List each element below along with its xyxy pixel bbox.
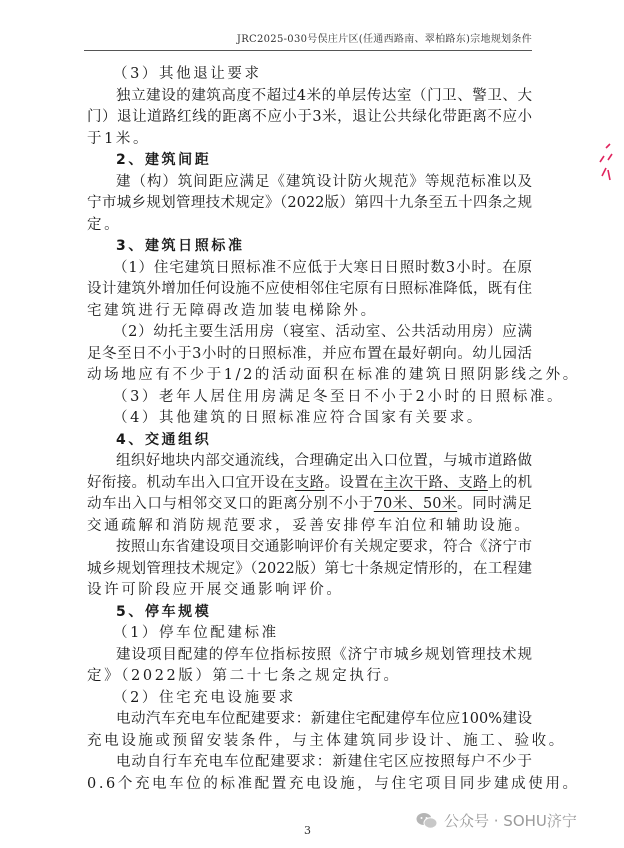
text-line: 建（构）筑间距应满足《建筑设计防火规范》等规范标准以及 xyxy=(116,173,532,190)
text-line: 足冬至日不小于3小时的日照标准，并应布置在最好朝向。幼儿园活 xyxy=(87,345,532,362)
seal-fragment xyxy=(596,140,616,190)
text-line: （4）其他建筑的日照标准应符合国家有关要求。 xyxy=(113,410,484,426)
text-line: 城乡规划管理技术规定》（2022版）第七十条规定情形的，在工程建 xyxy=(87,560,532,577)
text-segment: 。同时满足 xyxy=(457,496,532,512)
page-number: 3 xyxy=(304,824,311,837)
text-line: （3）老年人居住用房满足冬至日不小于2小时的日照标准。 xyxy=(113,388,565,405)
watermark xyxy=(416,810,577,831)
section-heading: 2、建筑间距 xyxy=(116,152,212,168)
text-segment: 好衔接。机动车出入口宜开设在 xyxy=(87,474,295,491)
header-divider xyxy=(84,50,532,51)
text-line: 动场地应有不少于1/2的活动面积在标准的建筑日照阴影线之外。 xyxy=(87,367,580,383)
text-segment: 上的机 xyxy=(487,474,532,491)
text-line: （2）住宅充电设施要求 xyxy=(113,689,296,706)
text-line: （1）停车位配建标准 xyxy=(113,625,279,641)
text-line: 定》（2022版）第二十七条之规定执行。 xyxy=(87,668,401,684)
text-segment: 动车出入口与相邻交叉口的距离分别不小于 xyxy=(87,496,374,512)
text-line: （2）幼托主要生活用房（寝室、活动室、公共活动用房）应满 xyxy=(113,324,532,340)
underlined-text: 70米、50米 xyxy=(373,496,458,512)
underlined-text: 支路 xyxy=(294,474,325,491)
text-line xyxy=(87,473,532,495)
text-line: 门）退让道路红线的距离不应小于3米，退让公共绿化带距离不应小 xyxy=(87,109,532,125)
text-line: 于1米。 xyxy=(87,130,151,147)
text-line: 设计建筑外增加任何设施不应使相邻住宅原有日照标准降低，既有住 xyxy=(87,281,532,297)
section-heading: 5、停车规模 xyxy=(116,603,212,620)
wechat-icon xyxy=(416,812,438,830)
text-line: 定。 xyxy=(87,216,122,233)
text-line: 电动自行车充电车位配建要求：新建住宅区应按照每户不少于 xyxy=(116,754,532,770)
text-line: 电动汽车充电车位配建要求：新建住宅配建停车位应100%建设 xyxy=(116,711,532,727)
watermark-text: 公众号 · SOHU济宁 xyxy=(444,812,577,830)
document-body xyxy=(87,64,580,795)
text-line: 宁市城乡规划管理技术规定》（2022版）第四十九条至五十四条之规 xyxy=(87,195,532,211)
text-line xyxy=(87,494,532,516)
text-line: 独立建设的建筑高度不超过4米的单层传达室（门卫、警卫、大 xyxy=(116,87,532,104)
page-header: JRC2025-030号俣庄片区(任通西路南、翠柏路东)宗地规划条件 xyxy=(236,34,532,45)
text-line: 建设项目配建的停车位指标按照《济宁市城乡规划管理技术规 xyxy=(116,646,532,663)
text-line: 交通疏解和消防规范要求，妥善安排停车泊位和辅助设施。 xyxy=(87,517,532,534)
text-line: 设许可阶段应开展交通影响评价。 xyxy=(87,582,344,598)
section-heading: 4、交通组织 xyxy=(116,431,212,448)
text-line: 0.6个充电车位的标准配置充电设施，与住宅项目同步建成使用。 xyxy=(87,775,580,792)
text-line: 组织好地块内部交通流线，合理确定出入口位置，与城市道路做 xyxy=(116,453,532,469)
text-segment: 。设置在 xyxy=(324,474,384,491)
text-line: （3）其他退让要求 xyxy=(113,66,262,82)
text-line: 充电设施或预留安装条件，与主体建筑同步设计、施工、验收。 xyxy=(87,732,566,749)
text-line: 宅建筑进行无障碍改造加装电梯除外。 xyxy=(87,302,378,319)
text-line: 按照山东省建设项目交通影响评价有关规定要求，符合《济宁市 xyxy=(116,539,532,555)
section-heading: 3、建筑日照标准 xyxy=(116,238,245,254)
text-line: （1）住宅建筑日照标准不应低于大寒日日照时数3小时。在原 xyxy=(113,259,532,276)
underlined-text: 主次干路、支路 xyxy=(383,474,488,491)
